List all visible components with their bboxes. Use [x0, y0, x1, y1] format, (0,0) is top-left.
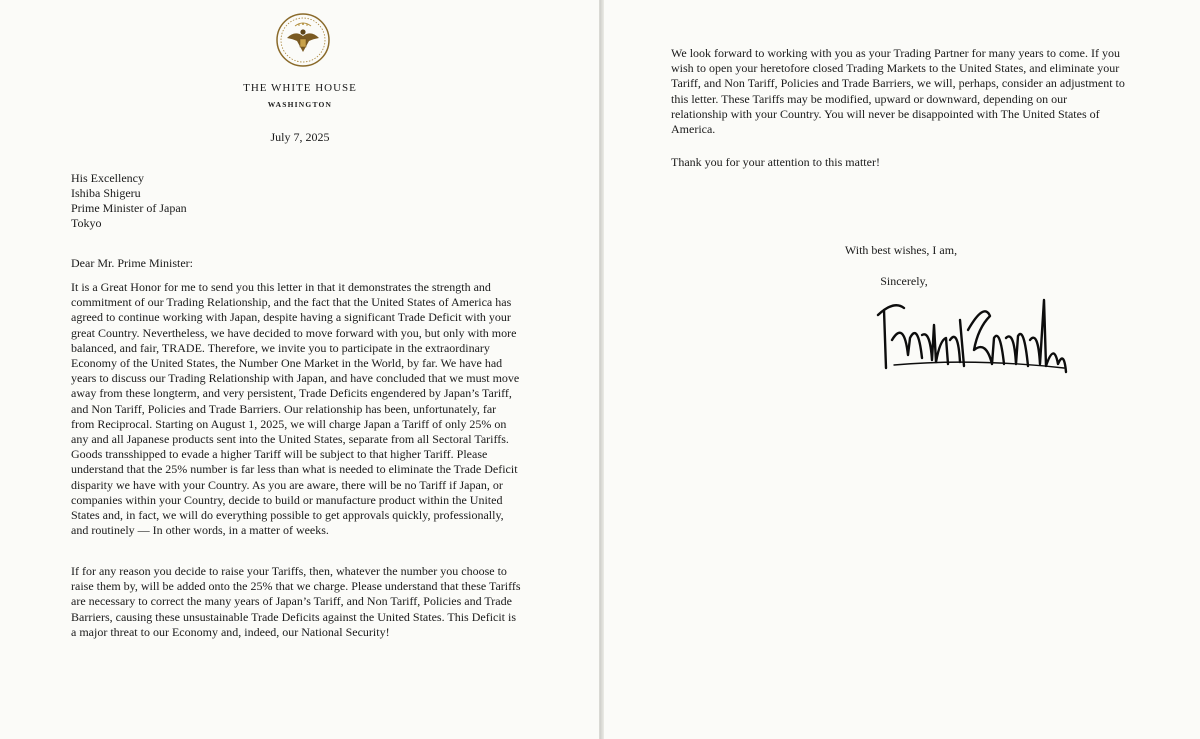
- letterhead-title: THE WHITE HOUSE: [243, 82, 357, 94]
- recipient-line: Ishiba Shigeru: [71, 186, 141, 200]
- recipient-address: [71, 171, 187, 231]
- body-paragraph-2: If for any reason you decide to raise your Tariffs, then, whatever the number you choose to raise them by, will be added onto the 25% that we charge. Please understand that these Tariffs are necessary to correct the many years of Japan’s Tariff, and Non Tariff, Policies and Trade Barriers, causing these unsustainable Trade Deficits against the United States. This Deficit is a major threat to our Economy and, indeed, our National Security!: [71, 564, 521, 639]
- body-paragraph-3: We look forward to working with you as your Trading Partner for many years to come. If you wish to open your heretofore closed Trading Markets to the United States, and eliminate your Tariff, and Non Tariff, Policies and Trade Barriers, we will, perhaps, consider an adjustment to this letter. These Tariffs may be modified, upward or downward, depending on our relationship with your Country. You will never be disappointed with The United States of America.: [671, 46, 1125, 137]
- closing-line: With best wishes, I am,: [844, 243, 958, 257]
- salutation: Dear Mr. Prime Minister:: [71, 256, 193, 270]
- letter-date: July 7, 2025: [270, 130, 330, 144]
- recipient-line: Prime Minister of Japan: [71, 201, 187, 215]
- closing-sincerely: Sincerely,: [880, 274, 928, 288]
- recipient-line: His Excellency: [71, 171, 144, 185]
- recipient-line: Tokyo: [71, 216, 102, 230]
- presidential-seal-icon: [275, 12, 331, 68]
- signature-image: [874, 280, 1074, 380]
- letter-page-2: [604, 0, 1200, 739]
- body-paragraph-1: It is a Great Honor for me to send you this letter in that it demonstrates the strength and commitment of our Trading Relationship, and the fact that the United States of America has agreed to continue working with Japan, despite having a significant Trade Deficit with your great Country. Nevertheless, we have decided to move forward with you, but only with more balanced, and fair, TRADE. Therefore, we invite you to participate in the extraordinary Economy of the United States, the Number One Market in the World, by far. We have had years to discuss our Trading Relationship with Japan, and have concluded that we must move away from these longterm, and very persistent, Trade Deficits engendered by Japan’s Tariff, and Non Tariff, Policies and Trade Barriers. Our relationship has been, unfortunately, far from Reciprocal. Starting on August 1, 2025, we will charge Japan a Tariff of only 25% on any and all Japanese products sent into the United States, separate from all Sectoral Tariffs. Goods transshipped to evade a higher Tariff will be subject to that higher Tariff. Please understand that the 25% number is far less than what is needed to eliminate the Trade Deficit disparity we have with your Country. As you are aware, there will be no Tariff if Japan, or companies within your Country, decide to build or manufacture product within the United States and, in fact, we will do everything possible to get approvals quickly, professionally, and routinely — In other words, in a matter of weeks.: [71, 280, 520, 538]
- letterhead-subtitle: WASHINGTON: [267, 100, 333, 109]
- body-paragraph-4: Thank you for your attention to this matter!: [671, 155, 880, 169]
